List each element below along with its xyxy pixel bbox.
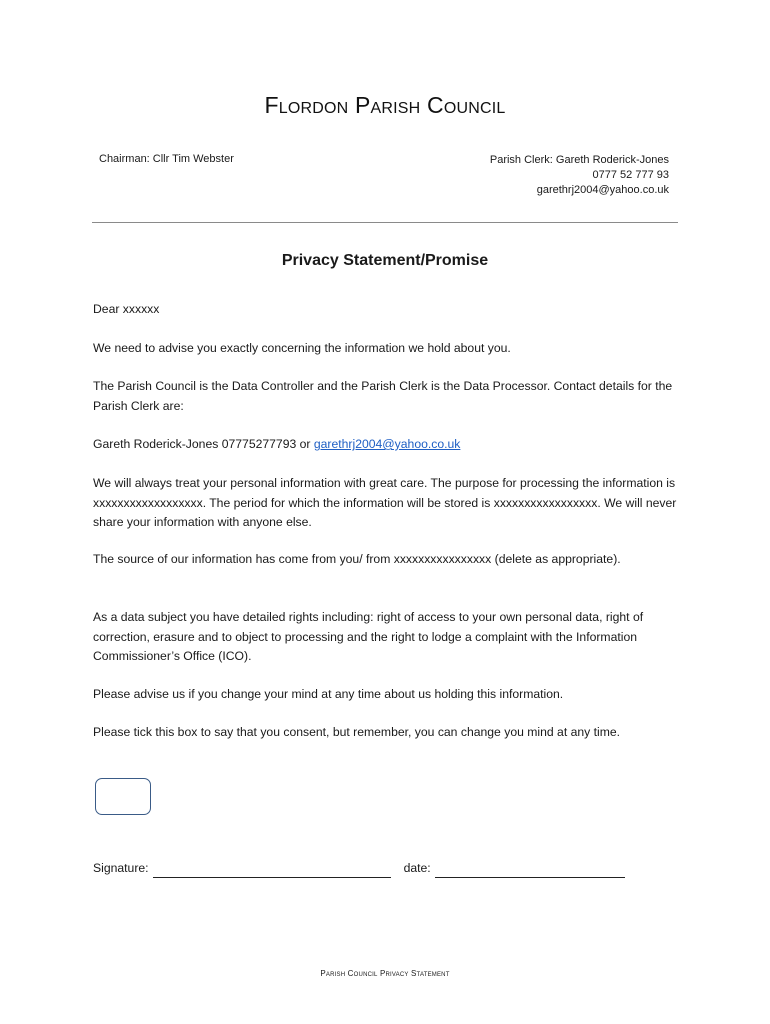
footer: Parish Council Privacy Statement — [320, 969, 450, 978]
paragraph-contact — [93, 435, 681, 455]
date-label: date: — [403, 861, 431, 875]
signature-row — [93, 859, 625, 878]
signature-line[interactable] — [153, 862, 391, 878]
contact-text: Gareth Roderick-Jones 07775277793 or — [93, 437, 314, 451]
clerk-contact-block — [490, 153, 669, 198]
clerk-email: garethrj2004@yahoo.co.uk — [536, 184, 669, 196]
chairman-line: Chairman: Cllr Tim Webster — [99, 153, 234, 165]
clerk-phone: 0777 52 777 93 — [592, 169, 669, 181]
contact-email-link[interactable]: garethrj2004@yahoo.co.uk — [313, 437, 461, 451]
date-line[interactable] — [435, 862, 625, 878]
clerk-name: Parish Clerk: Gareth Roderick-Jones — [489, 154, 669, 166]
document-title: Privacy Statement/Promise — [281, 252, 489, 269]
header-divider — [92, 222, 678, 223]
signature-label: Signature: — [93, 861, 149, 875]
paragraph-data-controller: The Parish Council is the Data Controller and the Parish Clerk is the Data Processor. Contact details for the Parish Clerk are: — [93, 379, 673, 413]
paragraph-rights: As a data subject you have detailed rights including: right of access to your own personal data, right of correction, erasure and to object to processing and the right to lodge a complaint with the Information Commissioner’s Office (ICO). — [93, 610, 644, 663]
paragraph-change-mind: Please advise us if you change your mind at any time about us holding this information. — [93, 687, 564, 701]
paragraph-source: The source of our information has come from you/ from xxxxxxxxxxxxxxxx (delete as appropriate). — [93, 552, 621, 566]
paragraph-tick-box: Please tick this box to say that you consent, but remember, you can change you mind at any time. — [93, 725, 621, 739]
council-name: Flordon Parish Council — [264, 92, 506, 118]
consent-checkbox[interactable] — [95, 778, 151, 815]
paragraph-purpose: We will always treat your personal information with great care. The purpose for processing the information is xxxxxxxxxxxxxxxxxx. The period for which the information will be stored is xxxxxxxxxxxxxxxxx. We will never share your information with anyone else. — [93, 476, 677, 529]
salutation: Dear xxxxxx — [93, 302, 160, 316]
paragraph-advise: We need to advise you exactly concerning the information we hold about you. — [93, 341, 511, 355]
